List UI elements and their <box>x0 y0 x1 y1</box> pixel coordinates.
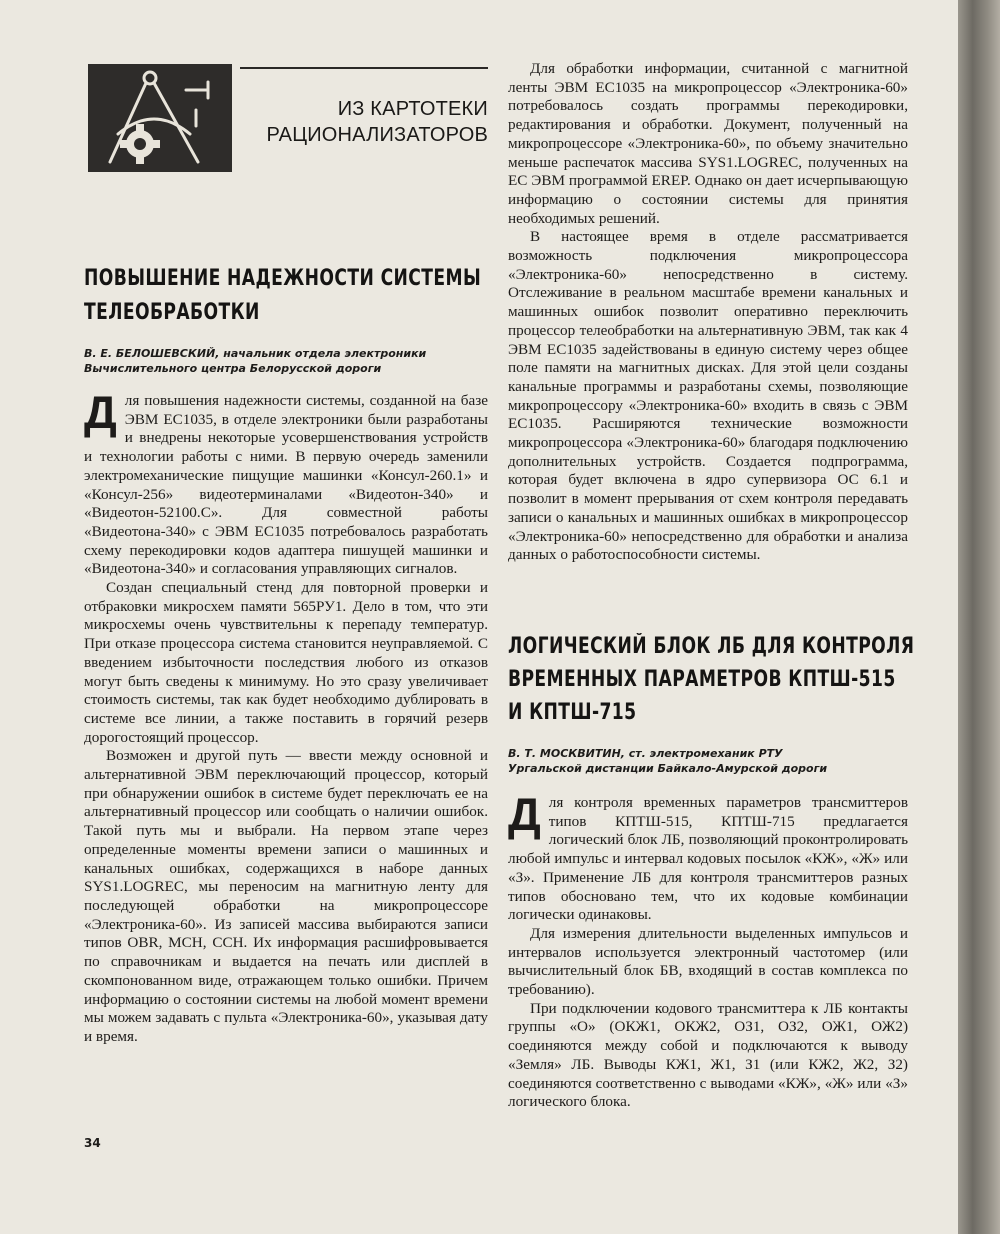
article2-byline-line1: В. Т. МОСКВИТИН, ст. электромеханик РТУ <box>508 747 783 760</box>
rubric-title <box>240 96 488 148</box>
article2-body <box>508 788 908 1112</box>
article1-para4: Для обработки информации, считанной с магнитной ленты ЭВМ ЕС1035 на микропроцессор «Электроника-60» потребовалось создать программы перекодировки, редактирования и обработки. Документ, полученный на микропроцессоре «Электроника-60», по объему значительно меньше распечаток массива SYS1.LOGREC, полученных на ЕС ЭВМ программой EREP. Однако он дает исчерпывающую информацию о состоянии системы для принятия необходимых решений. <box>508 60 908 227</box>
article2-byline <box>508 746 827 776</box>
article2-para3: При подключении кодового трансмиттера к ЛБ контакты группы «О» (ОКЖ1, ОКЖ2, ОЗ1, ОЗ2, ОЖ1, ОЖ2) соединяются между собой и подключаются к выводу «Земля» ЛБ. Выводы КЖ1, Ж1, З1 (или КЖ2, Ж2, З2) соединяются соответственно с выводами «КЖ», «Ж» или «З» логического блока. <box>508 999 908 1111</box>
article2-para2: Для измерения длительности выделенных импульсов и интервалов используется электронный частотомер (или вычислительный блок БВ, входящий в состав комплекса по требованию). <box>508 924 908 999</box>
article1-byline-line1: В. Е. БЕЛОШЕВСКИЙ, начальник отдела электроники <box>84 347 427 360</box>
article2-headline <box>508 630 914 729</box>
article1-headline <box>84 262 481 330</box>
article1-para5: В настоящее время в отделе рассматривается возможность подключения микропроцессора «Электроника-60» непосредственно в систему. Отслеживание в реальном масштабе времени канальных и машинных ошибок позволит оперативно переключить процессор телеобработки на альтернативную ЭВМ, так как 4 ЭВМ ЕС1035 задействованы в единую систему через общее поле памяти на магнитных дисках. Для этой цели созданы канальные программы и разработаны схемы, позволяющие микропроцессору «Электроника-60» входить в связь с ЭВМ ЕС1035. Расширяются технические возможности микропроцессора «Электроника-60» благодаря подключению дополнительных устройств. Создается подпрограмма, которая будет включена в ядро супервизора ОС 6.1 и позволит в момент прерывания от схем контроля передавать записи о канальных и машинных ошибках в микропроцессор «Электроника-60» непосредственно для обработки и анализа данных о работоспособности системы. <box>508 228 908 564</box>
article2-headline-line1: ЛОГИЧЕСКИЙ БЛОК ЛБ ДЛЯ КОНТРОЛЯ <box>508 634 915 659</box>
compass-gear-icon <box>88 64 232 172</box>
rubric-title-line1: ИЗ КАРТОТЕКИ <box>337 98 488 120</box>
article1-para3: Возможен и другой путь — ввести между основной и альтернативной ЭВМ переключающий процессор, который при обнаружении ошибок в системе будет переключать ее на альтернативный процессор или сообщать о наличии ошибок. Такой путь мы и выбрали. На первом этапе через определенные моменты времени записи о машинных и канальных ошибках, содержащихся в наборе данных SYS1.LOGREC, мы переносим на магнитную ленту для последующей обработки на микропроцессоре «Электроника-60». Из записей массива выбираются записи типов OBR, MCH, CCH. Их информация расшифровывается по справочникам и выдается на печать или дисплей в скомпонованном виде, отражающем только ошибки. Причем информацию о состоянии системы на любой момент времени мы можем задавать с пульта «Электроника-60», указывая дату и время. <box>84 747 488 1045</box>
article1-para1 <box>84 386 488 579</box>
article1-byline <box>84 346 426 376</box>
article2-headline-line3: И КПТШ-715 <box>508 700 637 725</box>
article2-headline-line2: ВРЕМЕННЫХ ПАРАМЕТРОВ КПТШ-515 <box>508 667 896 692</box>
rubric-title-line2: РАЦИОНАЛИЗАТОРОВ <box>266 124 488 146</box>
rubric-rule <box>240 67 488 69</box>
binding-edge <box>958 0 1000 1234</box>
article2-para1-text: ля контроля временных параметров трансмиттеров типов КПТШ-515, КПТШ-715 предлагается логический блок ЛБ, позволяющий проконтролировать любой импульс и интервал кодовых посылок «КЖ», «Ж» или «З». Применение ЛБ для контроля трансмиттеров разных типов обосновано тем, что их кодовые комбинации логически одинаковы. <box>508 794 908 924</box>
article2-byline-line2: Ургальской дистанции Байкало-Амурской дороги <box>508 762 828 775</box>
article1-dropcap: Д <box>84 386 117 438</box>
article1-body-right <box>508 60 908 565</box>
article1-byline-line2: Вычислительного центра Белорусской дороги <box>84 362 382 375</box>
article2-dropcap: Д <box>508 788 541 840</box>
article1-para2: Создан специальный стенд для повторной проверки и отбраковки микросхем памяти 565РУ1. Дело в том, что эти микросхемы очень чувствительны к перепаду температур. При отказе процессора система становится неуправляемой. С введением избыточности последствия любого из отказов могут быть сведены к минимуму. Но это сразу увеличивает стоимость системы, так как будет необходимо дублировать в системе все линии, а также поставить в горячий резерв дорогостоящий процессор. <box>84 579 488 746</box>
article1-para1-text: ля повышения надежности системы, созданной на базе ЭВМ ЕС1035, в отделе электроники были разработаны и внедрены некоторые усовершенствования устройств и технологии работы с ними. В первую очередь заменили электромеханические пищущие машинки «Консул-260.1» и «Консул-256» видеотерминалами «Видеотон-340» и «Видеотон-52100.С». Для совместной работы «Видеотона-340» с ЭВМ ЕС1035 потребовалось разработать схему перекодировки кодов адаптера пишущей машинки и «Видеотона-340» и согласования управляющих сигналов. <box>84 392 488 578</box>
article2-para1 <box>508 788 908 925</box>
article1-body-left <box>84 386 488 1047</box>
page-number: 34 <box>84 1136 101 1150</box>
article1-headline-line2: ТЕЛЕОБРАБОТКИ <box>84 300 260 325</box>
article1-headline-line1: ПОВЫШЕНИЕ НАДЕЖНОСТИ СИСТЕМЫ <box>84 266 482 291</box>
